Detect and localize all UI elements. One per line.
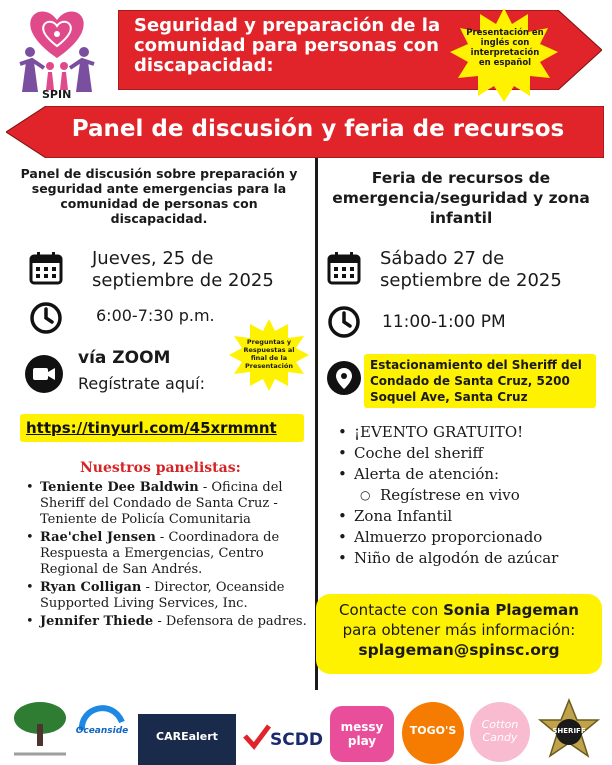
panelist-name: Rae'chel Jensen xyxy=(40,530,156,545)
list-item xyxy=(22,580,314,612)
registration-url[interactable]: https://tinyurl.com/45xrmmnt xyxy=(26,419,277,437)
panelist-name: Ryan Colligan xyxy=(40,580,142,595)
calendar-icon xyxy=(28,250,64,286)
panel-date: Jueves, 25 de septiembre de 2025 xyxy=(92,248,274,291)
fair-time: 11:00-1:00 PM xyxy=(382,312,506,332)
panelist-role: - Defensora de padres. xyxy=(153,614,307,629)
fair-highlights xyxy=(334,422,604,569)
panelist-name: Jennifer Thiede xyxy=(40,614,154,629)
language-badge xyxy=(448,6,560,104)
zoom-title: vía ZOOM xyxy=(78,348,171,368)
panelist-role: - Director, Oceanside Supported Living Services, Inc. xyxy=(40,580,285,611)
panel-time: 6:00-7:30 p.m. xyxy=(96,306,215,325)
list-item xyxy=(22,530,314,578)
carealert-logo xyxy=(138,714,236,765)
cotton-candy-logo xyxy=(470,702,530,762)
scdd-logo xyxy=(242,704,328,764)
list-item xyxy=(22,614,314,630)
scdd-label: SCDD xyxy=(270,730,323,750)
clock-icon xyxy=(326,304,362,340)
location-pin-icon xyxy=(326,360,362,396)
list-item: • Coche del sheriff xyxy=(334,443,604,464)
list-item: • Zona Infantil xyxy=(334,506,604,527)
list-item: • Alerta de atención: xyxy=(334,464,604,485)
fair-date: Sábado 27 de septiembre de 2025 xyxy=(380,248,562,291)
language-badge-text: Presentación en inglés con interpretación en español xyxy=(466,28,544,68)
calendar-icon xyxy=(326,250,362,286)
list-item: • ¡EVENTO GRATUITO! xyxy=(334,422,604,443)
carealert-label: CAREalert xyxy=(156,730,218,743)
panelist-name: Teniente Dee Baldwin xyxy=(40,480,199,495)
contact-name: Sonia Plageman xyxy=(443,601,579,619)
fair-description: Feria de recursos de emergencia/seguridad y zona infantil xyxy=(332,169,590,227)
oceanside-label: Oceanside xyxy=(75,726,129,736)
togos-label: TOGO'S xyxy=(409,724,457,737)
contact-prefix: Contacte con xyxy=(339,601,444,619)
fair-location: Estacionamiento del Sheriff del Condado de Santa Cruz, 5200 Soquel Ave, Santa Cruz xyxy=(364,354,596,408)
contact-box xyxy=(316,594,602,674)
clock-icon xyxy=(28,300,64,336)
registration-link[interactable] xyxy=(20,414,304,442)
messy-play-logo xyxy=(330,706,394,762)
oceanside-logo xyxy=(72,696,132,756)
subtitle-text: Panel de discusión y feria de recursos xyxy=(71,116,565,142)
list-subitem: ○ Regístrese en vivo xyxy=(334,485,604,506)
sheriff-badge-logo xyxy=(536,698,602,764)
subtitle-banner xyxy=(6,106,604,158)
event-title: Seguridad y preparación de la comunidad para personas con discapacidad: xyxy=(134,15,441,76)
messy-play-label: messy play xyxy=(340,720,384,748)
qa-badge-text: Preguntas y Respuestas al final de la Presentación xyxy=(243,338,295,370)
qa-badge xyxy=(228,318,310,392)
sponsor-logos xyxy=(0,696,612,765)
contact-email[interactable]: splageman@spinsc.org xyxy=(358,641,560,659)
zoom-register-label: Regístrate aquí: xyxy=(78,374,205,393)
tree-logo xyxy=(10,696,70,762)
list-item: • Almuerzo proporcionado xyxy=(334,527,604,548)
logo-text: SPIN xyxy=(42,88,72,101)
list-item: • Niño de algodón de azúcar xyxy=(334,548,604,569)
contact-line-2: para obtener más información: xyxy=(342,621,576,639)
panelists-heading: Nuestros panelistas: xyxy=(80,460,241,476)
list-item xyxy=(22,480,314,528)
contact-line-1 xyxy=(316,600,602,620)
panelists-list xyxy=(22,480,314,632)
cotton-candy-label: Cotton Candy xyxy=(481,718,519,744)
panelist-role: - Oficina del Sheriff del Condado de Santa Cruz - Teniente de Policía Comunitaria xyxy=(40,480,283,527)
panel-description: Panel de discusión sobre preparación y seguridad ante emergencias para la comunidad de personas con discapacidad. xyxy=(20,166,298,226)
sheriff-label: SHERIFF xyxy=(552,727,586,735)
panelist-role: - Coordinadora de Respuesta a Emergencias, Centro Regional de San Andrés. xyxy=(40,530,280,577)
video-camera-icon xyxy=(24,354,64,394)
togos-logo xyxy=(402,702,464,764)
